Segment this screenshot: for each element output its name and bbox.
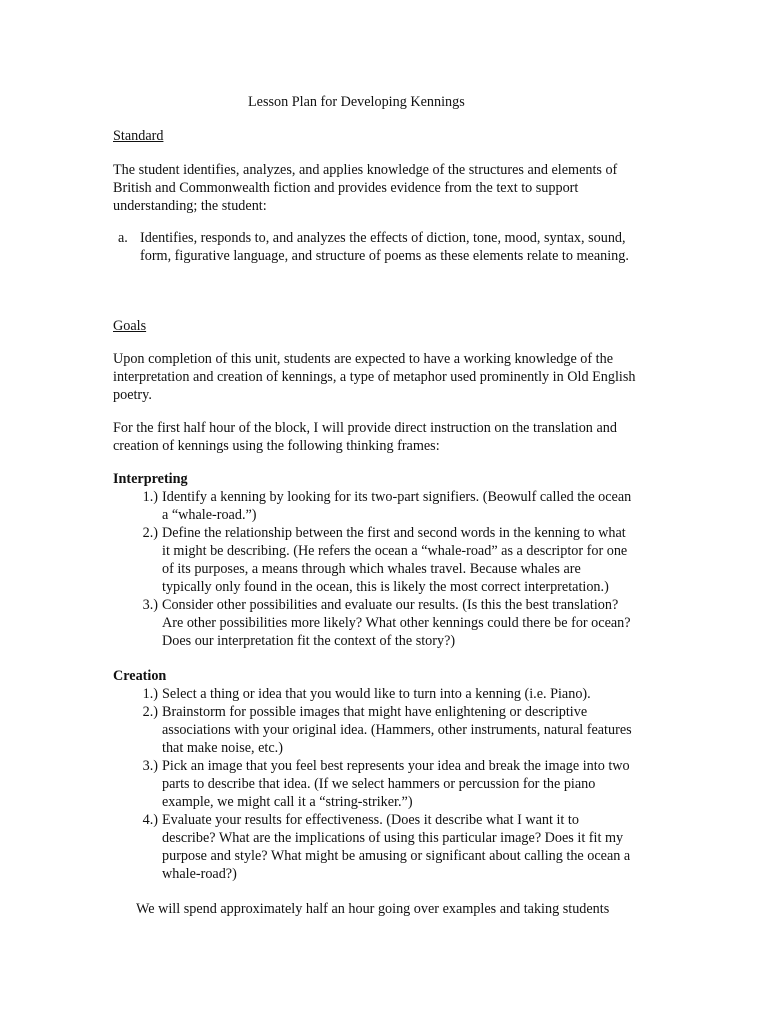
creation-heading: Creation [113, 668, 167, 684]
list-item [113, 488, 633, 524]
list-item [113, 685, 633, 703]
list-item-text: Identifies, responds to, and analyzes the effects of diction, tone, mood, syntax, sound, form, figurative language, and structure of poems as these elements relate to meaning. [140, 230, 629, 264]
list-marker: 2.) [142, 525, 158, 541]
closing-paragraph: We will spend approximately half an hour going over examples and taking students [136, 901, 610, 917]
list-marker: 4.) [142, 812, 158, 828]
list-marker: 1.) [142, 686, 158, 702]
list-item [113, 757, 633, 811]
list-item [113, 811, 633, 883]
list-item [113, 596, 633, 650]
list-item-text: Identify a kenning by looking for its two-part signifiers. (Beowulf called the ocean a “whale-road.”) [162, 489, 632, 523]
list-item [113, 229, 658, 265]
goals-paragraph-2: For the first half hour of the block, I will provide direct instruction on the translation and creation of kennings using the following thinking frames: [113, 420, 617, 454]
list-marker: a. [118, 230, 128, 246]
list-item-text: Brainstorm for possible images that might have enlightening or descriptive associations with your original idea. (Hammers, other instruments, natural features that make noise, etc.) [162, 704, 632, 756]
list-item-text: Define the relationship between the first and second words in the kenning to what it might be describing. (He refers the ocean a “whale-road” as a descriptor for one of its purposes, a means through which whales travel. Because whales are typically only found in the ocean, this is likely the most correct interpretation.) [162, 525, 628, 595]
standard-list [113, 229, 658, 265]
creation-list [113, 685, 633, 883]
list-marker: 3.) [142, 758, 158, 774]
interpreting-heading: Interpreting [113, 471, 188, 487]
list-item-text: Evaluate your results for effectiveness. (Does it describe what I want it to describe? What are the implications of using this particular image? Does it fit my purpose and style? What might be amusing or significant about calling the ocean a whale-road?) [162, 812, 631, 882]
list-item-text: Consider other possibilities and evaluate our results. (Is this the best translation? Are other possibilities more likely? What other kennings could there be for ocean? Does our interpretation fit the context of the story?) [162, 597, 631, 649]
interpreting-list [113, 488, 633, 650]
list-item [113, 703, 633, 757]
standard-intro: The student identifies, analyzes, and applies knowledge of the structures and elements of British and Commonwealth fiction and provides evidence from the text to support understanding; the student: [113, 162, 618, 214]
list-item-text: Select a thing or idea that you would like to turn into a kenning (i.e. Piano). [162, 686, 591, 702]
goals-paragraph-1: Upon completion of this unit, students are expected to have a working knowledge of the interpretation and creation of kennings, a type of metaphor used prominently in Old English poetry. [113, 351, 636, 403]
standard-heading: Standard [113, 128, 164, 144]
list-marker: 2.) [142, 704, 158, 720]
list-marker: 3.) [142, 597, 158, 613]
goals-heading: Goals [113, 318, 147, 334]
page-title: Lesson Plan for Developing Kennings [248, 94, 465, 110]
list-item [113, 524, 633, 596]
list-item-text: Pick an image that you feel best represents your idea and break the image into two parts to describe that idea. (If we select hammers or percussion for the piano example, we might call it a “string-striker.”) [162, 758, 630, 810]
list-marker: 1.) [142, 489, 158, 505]
